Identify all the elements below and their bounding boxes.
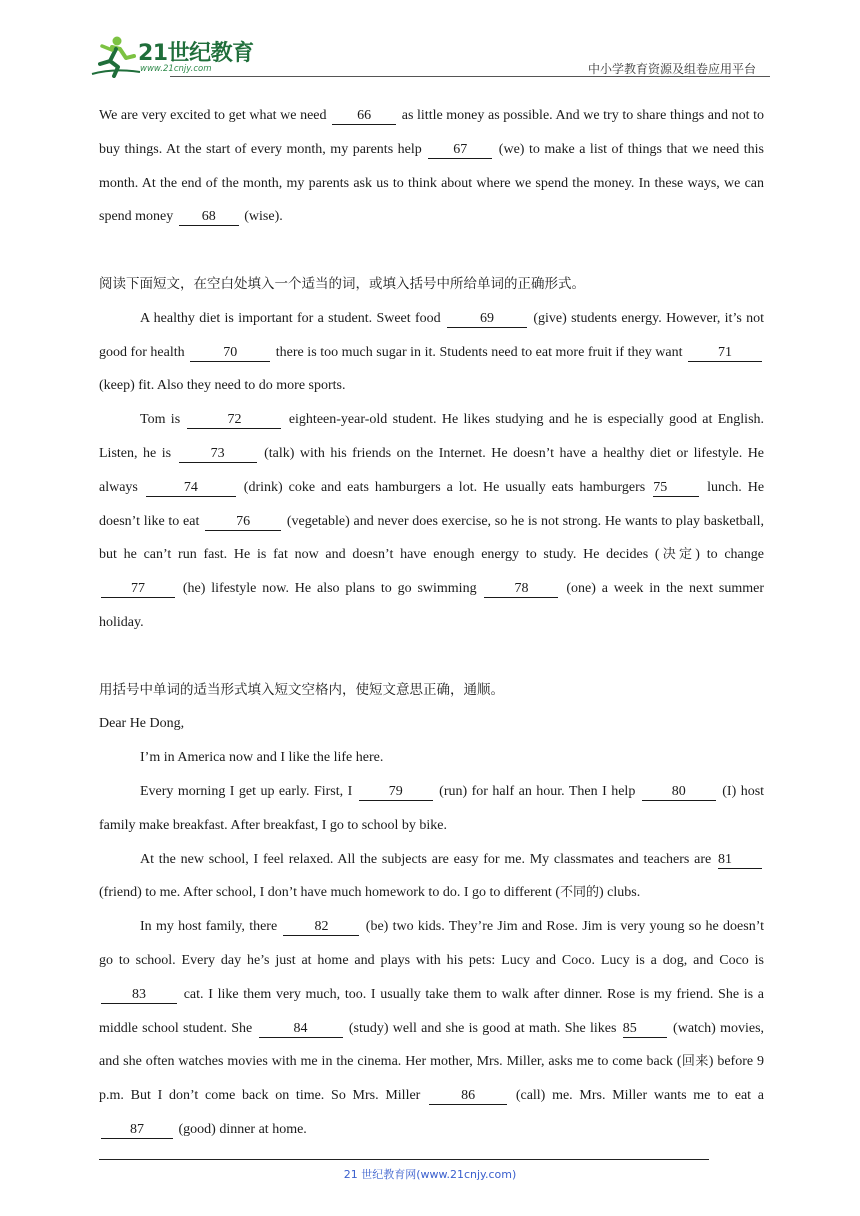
text: (friend) to me. After school, I don’t have much homework to do. I go to different ( xyxy=(99,885,560,901)
paragraph-s2-p1 xyxy=(99,302,764,403)
text: (good) dinner at home. xyxy=(178,1121,307,1137)
blank-85[interactable]: 85 xyxy=(623,1021,667,1038)
text: (wise). xyxy=(244,209,283,225)
header-divider xyxy=(170,76,770,77)
page-header xyxy=(90,30,770,80)
document-body xyxy=(99,99,764,1147)
blank-86[interactable]: 86 xyxy=(429,1088,507,1105)
text: We are very excited to get what we need xyxy=(99,108,327,123)
blank-80[interactable]: 80 xyxy=(642,784,716,801)
text: ) before 9 p.m. But I don’t come back on time. So Mrs. Miller xyxy=(99,1054,764,1104)
blank-71[interactable]: 71 xyxy=(688,345,762,362)
blank-84[interactable]: 84 xyxy=(259,1021,343,1038)
blank-68[interactable]: 68 xyxy=(179,209,239,226)
text: (be) two kids. They’re Jim and Rose. Jim is very young so he doesn’t go to school. Every day he’s just at home and plays with his pets: Lucy and Coco. Lucy is a dog, and Coco is xyxy=(99,919,765,968)
paragraph-s3-p4 xyxy=(99,910,764,1147)
logo-url: www.21cnjy.com xyxy=(140,64,212,74)
text: (he) lifestyle now. He also plans to go swimming xyxy=(182,581,477,597)
text: (run) for half an hour. Then I help xyxy=(439,783,636,799)
text: there is too much sugar in it. Students need to eat more fruit if they want xyxy=(275,344,683,360)
text: (give) students energy. However, it’s not good for health xyxy=(99,310,765,360)
blank-66[interactable]: 66 xyxy=(332,108,396,125)
chinese-gloss: 回来 xyxy=(681,1054,709,1070)
section2-instruction: 阅读下面短文，在空白处填入一个适当的词，或填入括号中所给单词的正确形式。 xyxy=(99,275,585,292)
text: (call) me. Mrs. Miller wants me to eat a xyxy=(515,1088,765,1104)
blank-67[interactable]: 67 xyxy=(428,142,492,159)
paragraph-s3-p1: I’m in America now and I like the life here. xyxy=(140,750,384,766)
spacer xyxy=(99,234,764,268)
text: Tom is xyxy=(140,412,181,428)
text: (I) host family make breakfast. After breakfast, I go to school by bike. xyxy=(99,783,765,833)
blank-73[interactable]: 73 xyxy=(179,446,257,463)
blank-82[interactable]: 82 xyxy=(283,919,359,936)
blank-76[interactable]: 76 xyxy=(205,514,281,531)
section3-instruction: 用括号中单词的适当形式填入短文空格内，使短文意思正确，通顺。 xyxy=(99,681,504,698)
text: ) clubs. xyxy=(599,885,641,901)
footer-link[interactable]: 21 世纪教育网(www.21cnjy.com) xyxy=(343,1168,517,1181)
paragraph-s3-p3 xyxy=(99,843,764,911)
text: A healthy diet is important for a student. Sweet food xyxy=(140,310,441,326)
text: (drink) coke and eats hamburgers a lot. He usually eats hamburgers xyxy=(243,479,646,495)
text: as little money as possible. And we try to share things and not to buy things. At the start of every month, my parents help xyxy=(99,108,765,157)
text: ) to change xyxy=(695,547,764,563)
footer-divider xyxy=(99,1159,709,1160)
blank-81[interactable]: 81 xyxy=(718,852,762,869)
paragraph-s3-p2 xyxy=(99,775,764,843)
chinese-gloss: 决定 xyxy=(659,547,696,563)
text: eighteen-year-old student. He likes studying and he is especially good at English. Listen, he is xyxy=(99,412,765,461)
platform-title: 中小学教育资源及组卷应用平台 xyxy=(587,62,756,76)
text: (keep) fit. Also they need to do more sports. xyxy=(99,378,346,394)
blank-70[interactable]: 70 xyxy=(190,345,270,362)
chinese-gloss: 不同的 xyxy=(559,885,599,901)
text: Every morning I get up early. First, I xyxy=(140,783,353,799)
text: (one) a week in the next summer holiday. xyxy=(99,581,765,630)
logo-text: 21世纪教育 xyxy=(138,41,254,66)
letter-salutation: Dear He Dong, xyxy=(99,716,185,732)
paragraph-s2-p2 xyxy=(99,403,764,640)
text: In my host family, there xyxy=(140,919,278,935)
runner-logo-icon xyxy=(90,34,142,78)
site-logo xyxy=(90,34,260,78)
text: At the new school, I feel relaxed. All the subjects are easy for me. My classmates and teachers are xyxy=(140,851,712,867)
blank-83[interactable]: 83 xyxy=(101,987,177,1004)
spacer xyxy=(99,640,764,674)
blank-69[interactable]: 69 xyxy=(447,311,527,328)
blank-87[interactable]: 87 xyxy=(101,1122,173,1139)
text: lunch. He doesn’t like to eat xyxy=(99,479,765,529)
text: (watch) movies, and she often watches movies with me in the cinema. Her mother, Mrs. Miller, asks me to come back ( xyxy=(99,1020,765,1070)
blank-78[interactable]: 78 xyxy=(484,581,558,598)
text: (talk) with his friends on the Internet. He doesn’t have a healthy diet or lifestyle. He always xyxy=(99,445,765,495)
blank-79[interactable]: 79 xyxy=(359,784,433,801)
blank-74[interactable]: 74 xyxy=(146,480,236,497)
blank-77[interactable]: 77 xyxy=(101,581,175,598)
blank-75[interactable]: 75 xyxy=(653,480,699,497)
paragraph-s1-p1 xyxy=(99,99,764,234)
text: (vegetable) and never does exercise, so he is not strong. He wants to play basketball, but he can’t run fast. He is fat now and doesn’t have enough energy to study. He decides ( xyxy=(99,513,764,563)
text: (we) to make a list of things that we need this month. At the end of the month, my parents ask us to think about where we spend the money. In these ways, we can spend money xyxy=(99,141,764,225)
text: (study) well and she is good at math. She likes xyxy=(348,1020,617,1036)
text: cat. I like them very much, too. I usually take them to walk after dinner. Rose is my friend. She is a middle school student. She xyxy=(99,986,764,1036)
blank-72[interactable]: 72 xyxy=(187,412,281,429)
